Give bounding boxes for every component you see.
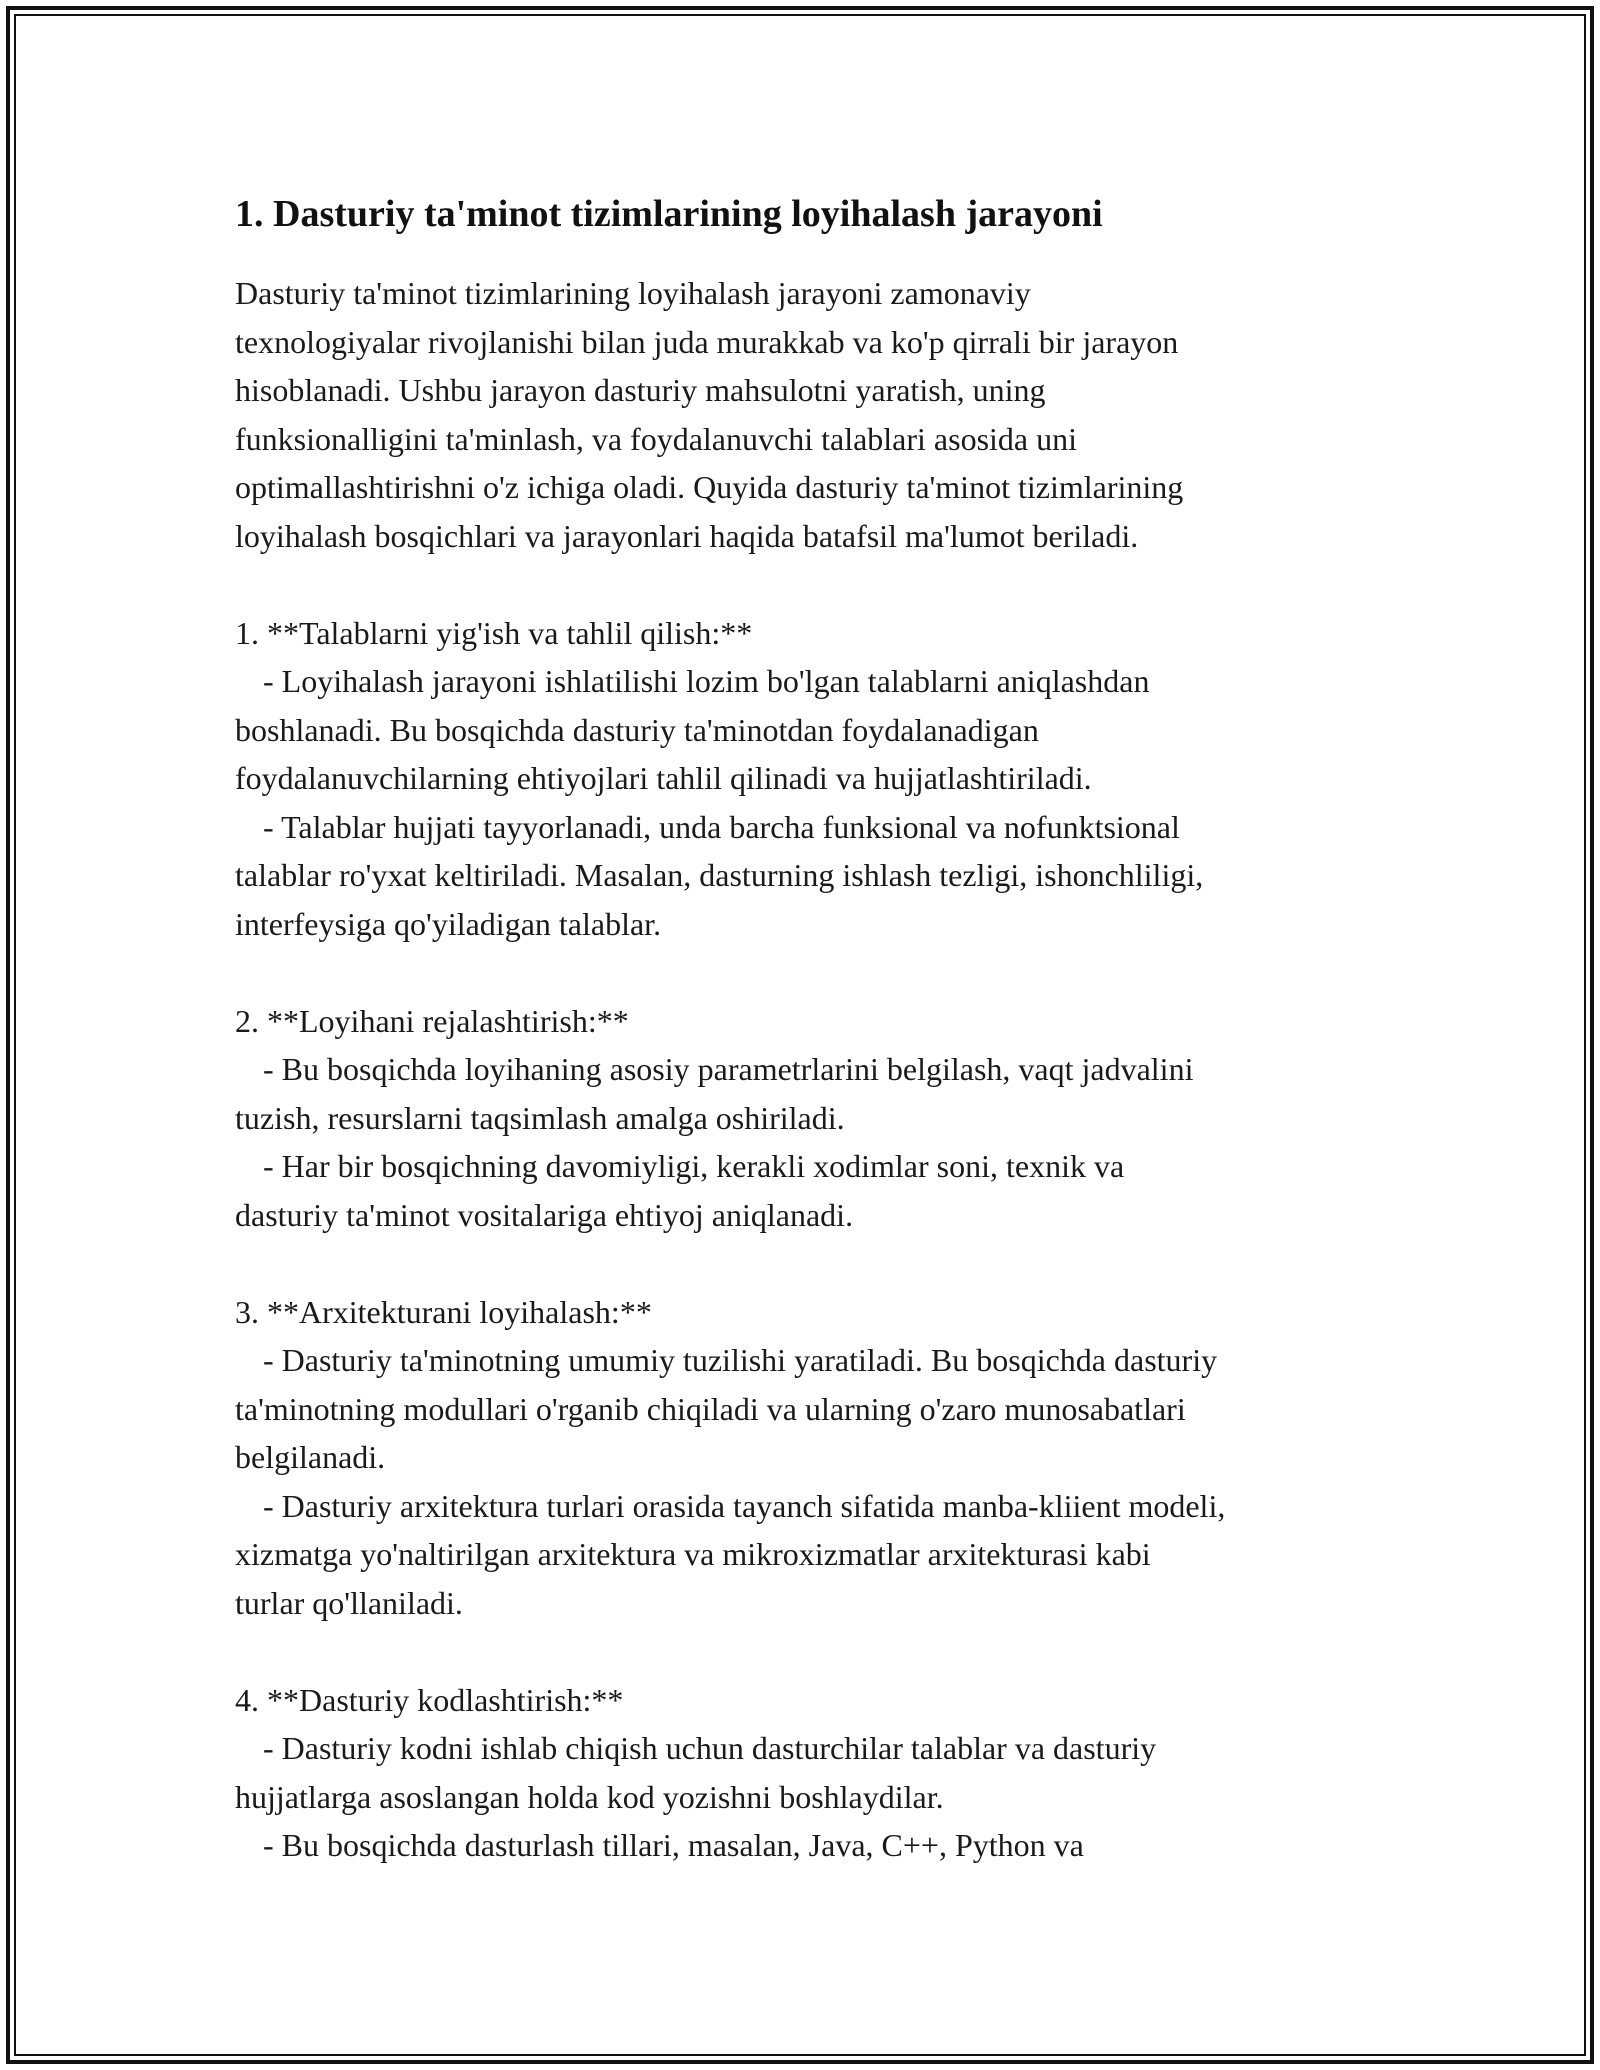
- intro-line: hisoblanadi. Ushbu jarayon dasturiy mahsulotni yaratish, uning: [235, 372, 1046, 408]
- section-coding: [235, 1676, 1375, 1870]
- section-line: - Bu bosqichda dasturlash tillari, masalan, Java, C++, Python va: [263, 1827, 1084, 1863]
- section-line: - Talablar hujjati tayyorlanadi, unda barcha funksional va nofunktsional: [263, 808, 1180, 845]
- intro-line: optimallashtirishni o'z ichiga oladi. Quyida dasturiy ta'minot tizimlarining: [235, 469, 1184, 505]
- section-line: hujjatlarga asoslangan holda kod yozishni boshlaydilar.: [235, 1778, 944, 1815]
- section-line: interfeysiga qo'yiladigan talablar.: [235, 905, 662, 942]
- section-line: - Dasturiy arxitektura turlari orasida tayanch sifatida manba-kliient modeli,: [263, 1487, 1226, 1524]
- intro-line: loyihalash bosqichlari va jarayonlari haqida batafsil ma'lumot beriladi.: [235, 517, 1139, 554]
- section-line: dasturiy ta'minot vositalariga ehtiyoj aniqlanadi.: [235, 1196, 854, 1233]
- intro-line: Dasturiy ta'minot tizimlarining loyihalash jarayoni zamonaviy: [235, 275, 1031, 311]
- section-planning: [235, 997, 1375, 1240]
- section-line: - Bu bosqichda loyihaning asosiy parametrlarini belgilash, vaqt jadvalini: [263, 1051, 1194, 1087]
- section-heading: 1. **Talablarni yig'ish va tahlil qilish:**: [235, 614, 753, 651]
- intro-line: funksionalligini ta'minlash, va foydalanuvchi talablari asosida uni: [235, 420, 1078, 457]
- section-line: boshlanadi. Bu bosqichda dasturiy ta'minotdan foydalanadigan: [235, 711, 1039, 748]
- section-line: ta'minotning modullari o'rganib chiqiladi va ularning o'zaro munosabatlari: [235, 1390, 1186, 1427]
- section-line: - Loyihalash jarayoni ishlatilishi lozim bo'lgan talablarni aniqlashdan: [263, 663, 1150, 699]
- section-line: - Har bir bosqichning davomiyligi, kerakli xodimlar soni, texnik va: [263, 1148, 1125, 1184]
- section-line: - Dasturiy kodni ishlab chiqish uchun dasturchilar talablar va dasturiy: [263, 1730, 1157, 1766]
- section-heading: 3. **Arxitekturani loyihalash:**: [235, 1293, 652, 1330]
- section-line: belgilanadi.: [235, 1439, 386, 1475]
- section-architecture: [235, 1288, 1375, 1628]
- document-title: 1. Dasturiy ta'minot tizimlarining loyihalash jarayoni: [235, 193, 1103, 235]
- section-line: talablar ro'yxat keltiriladi. Masalan, dasturning ishlash tezligi, ishonchliligi,: [235, 857, 1204, 893]
- section-line: turlar qo'llaniladi.: [235, 1584, 463, 1621]
- section-heading: 4. **Dasturiy kodlashtirish:**: [235, 1681, 624, 1718]
- document-body: [235, 185, 1375, 1870]
- section-line: xizmatga yo'naltirilgan arxitektura va mikroxizmatlar arxitekturasi kabi: [235, 1536, 1151, 1572]
- section-requirements: [235, 609, 1375, 949]
- section-line: tuzish, resurslarni taqsimlash amalga oshiriladi.: [235, 1099, 845, 1136]
- intro-paragraph: [235, 269, 1375, 560]
- section-line: foydalanuvchilarning ehtiyojlari tahlil qilinadi va hujjatlashtiriladi.: [235, 760, 1092, 796]
- section-line: - Dasturiy ta'minotning umumiy tuzilishi yaratiladi. Bu bosqichda dasturiy: [263, 1342, 1218, 1378]
- section-heading: 2. **Loyihani rejalashtirish:**: [235, 1002, 629, 1039]
- intro-line: texnologiyalar rivojlanishi bilan juda murakkab va ko'p qirrali bir jarayon: [235, 323, 1179, 360]
